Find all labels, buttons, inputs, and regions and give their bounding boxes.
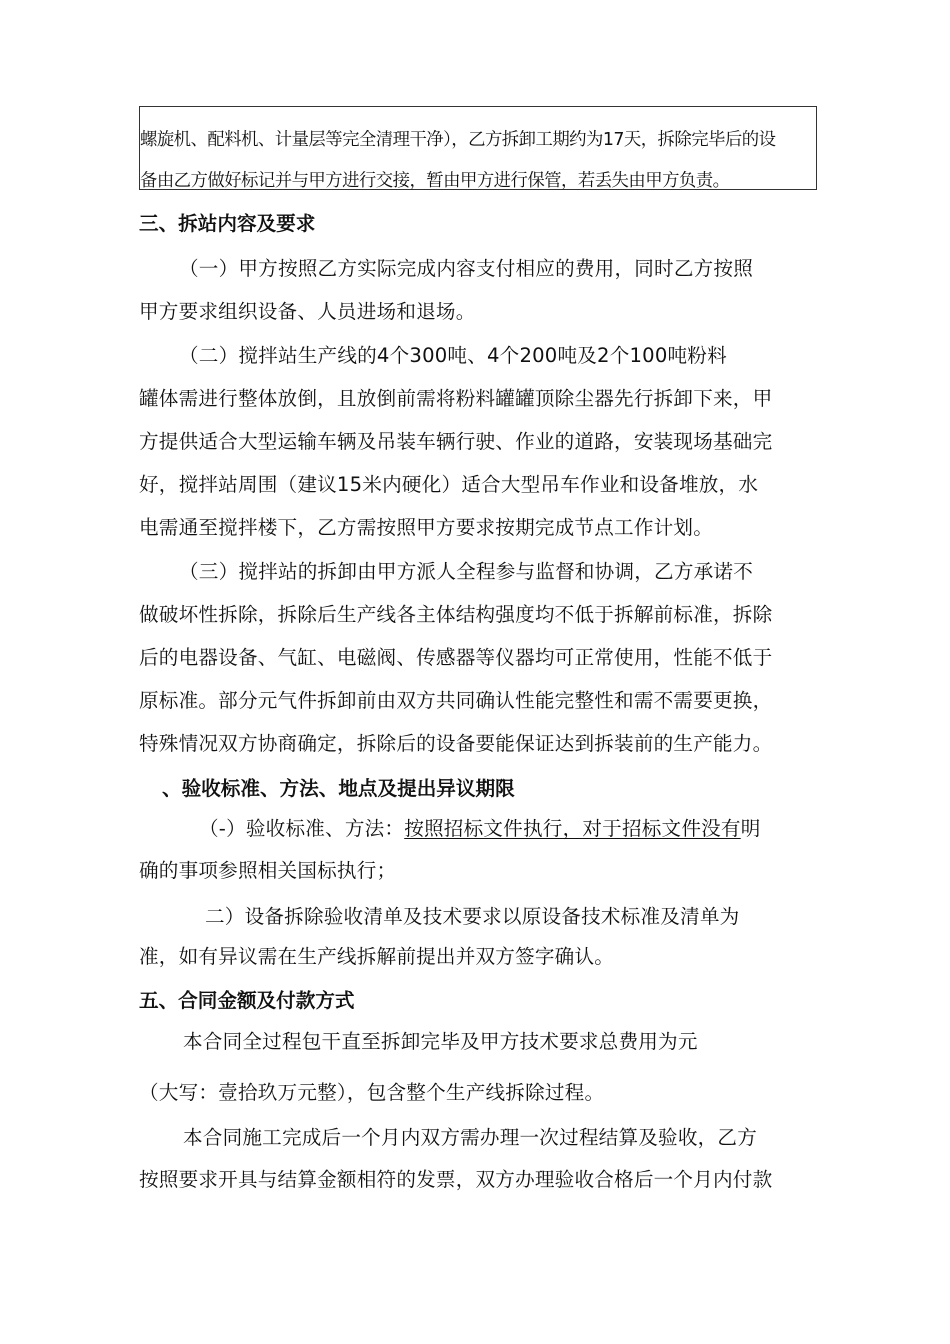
section-3-para-3-line-5: 特殊情况双方协商确定，拆除后的设备要能保证达到拆装前的生产能力。: [139, 732, 773, 755]
section-3-para-3-line-4: 原标准。部分元气件拆卸前由双方共同确认性能完整性和需不需要更换，: [139, 689, 773, 712]
section-3-para-3-line-2: 做破坏性拆除，拆除后生产线各主体结构强度均不低于拆解前标准，拆除: [139, 603, 773, 626]
section-5-para-1-line-1: 本合同全过程包干直至拆卸完毕及甲方技术要求总费用为元: [183, 1030, 698, 1053]
section-3-para-2-line-4: 好，搅拌站周围（建议15米内硬化）适合大型吊车作业和设备堆放，水: [139, 473, 759, 496]
section-4-para-1-line-1: [199, 812, 761, 841]
section-3-para-1-line-1: （一）甲方按照乙方实际完成内容支付相应的费用，同时乙方按照: [179, 257, 754, 280]
section-5-para-2-line-2: 按照要求开具与结算金额相符的发票，双方办理验收合格后一个月内付款: [139, 1168, 773, 1191]
section-3-para-2-line-3: 方提供适合大型运输车辆及吊装车辆行驶、作业的道路，安装现场基础完: [139, 430, 773, 453]
section-4-para-2-line-2: 准，如有异议需在生产线拆解前提出并双方签字确认。: [139, 945, 615, 968]
section-4-heading: 、验收标准、方法、地点及提出异议期限: [162, 777, 515, 800]
section-4-para-1-underlined: 按照招标文件执行，对于招标文件没有: [404, 817, 741, 840]
section-5-heading: 五、合同金额及付款方式: [139, 989, 355, 1012]
section-3-para-2-line-1: （二）搅拌站生产线的4个300吨、4个200吨及2个100吨粉料: [179, 344, 727, 367]
carryover-table-cell: [139, 106, 817, 190]
section-4-para-2-line-1: 二）设备拆除验收清单及技术要求以原设备技术标准及清单为: [205, 905, 740, 928]
section-3-heading: 三、拆站内容及要求: [139, 212, 316, 235]
section-3-para-2-line-2: 罐体需进行整体放倒，且放倒前需将粉料罐罐顶除尘器先行拆卸下来，甲: [139, 387, 773, 410]
section-3-para-1-line-2: 甲方要求组织设备、人员进场和退场。: [139, 300, 476, 323]
section-5-para-2-line-1: 本合同施工完成后一个月内双方需办理一次过程结算及验收，乙方: [183, 1126, 758, 1149]
section-5-para-1-line-2: （大写：壹拾玖万元整），包含整个生产线拆除过程。: [139, 1081, 605, 1104]
section-3-para-3-line-1: （三）搅拌站的拆卸由甲方派人全程参与监督和协调，乙方承诺不: [179, 560, 754, 583]
table-cell-line-2: 备由乙方做好标记并与甲方进行交接，暂由甲方进行保管，若丢失由甲方负责。: [140, 171, 730, 191]
section-4-para-1-line-2: 确的事项参照相关国标执行；: [139, 859, 397, 882]
section-3-para-3-line-3: 后的电器设备、气缸、电磁阀、传感器等仪器均可正常使用，性能不低于: [139, 646, 773, 669]
section-3-para-2-line-5: 电需通至搅拌楼下，乙方需按照甲方要求按期完成节点工作计划。: [139, 516, 714, 539]
section-4-para-1-prefix: （-）验收标准、方法：: [199, 817, 405, 840]
section-4-para-1-suffix: 明: [740, 817, 761, 840]
table-cell-line-1: 螺旋机、配料机、计量层等完全清理干净），乙方拆卸工期约为17天，拆除完毕后的设: [140, 130, 776, 150]
